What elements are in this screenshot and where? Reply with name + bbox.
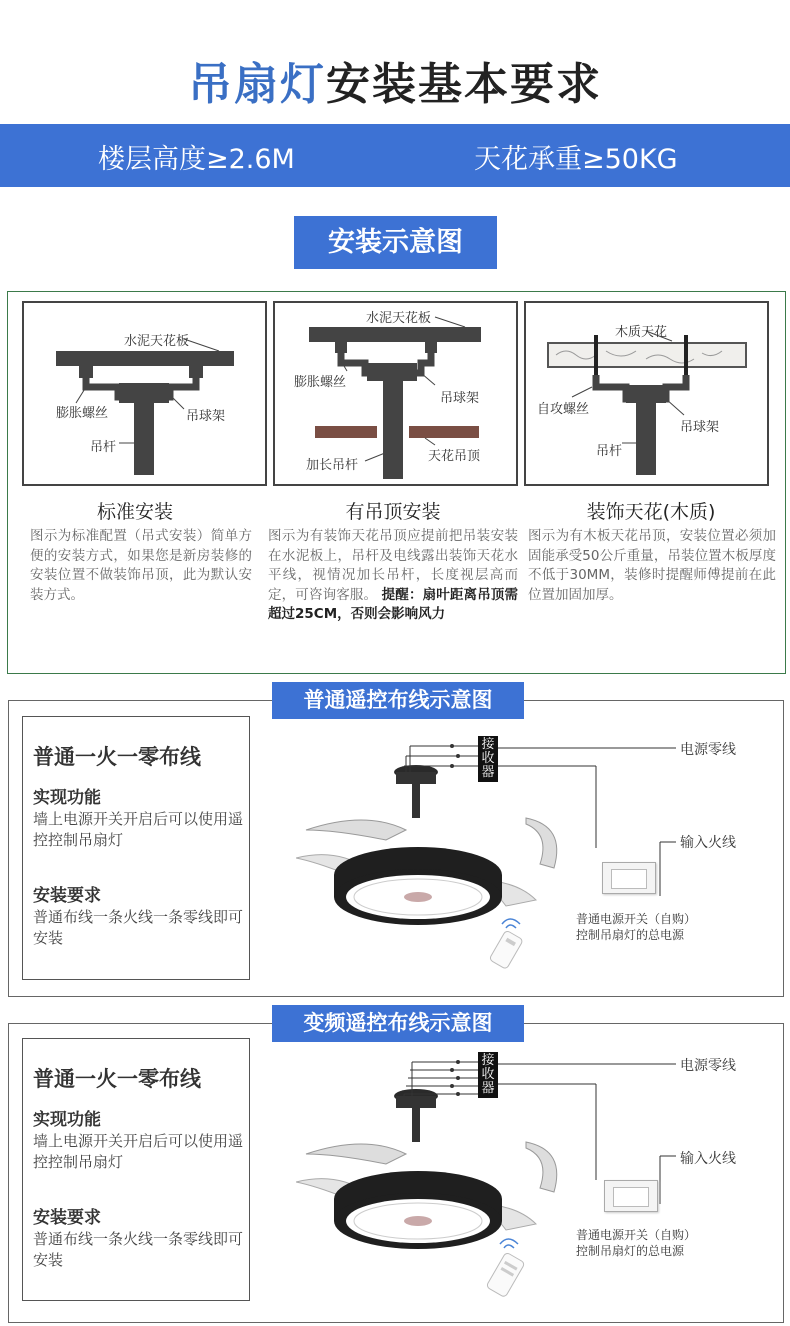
floor-height-requirement: 楼层高度≥2.6M	[98, 144, 295, 175]
standard-install-description: 图示为标准配置（吊式安装）简单方便的安装方式，如果您是新房装修的安装位置不做装饰吊顶，此为默认安装方式。	[30, 528, 252, 603]
label-self-tapping-screw: 自攻螺丝	[537, 402, 590, 417]
false-ceiling-install-text: 图示为有装饰天花吊顶应提前把吊装安装在水泥板上，吊杆及电线露出装饰天花水平线，视情况加长吊杆，长度视层高而定，可咨询客服。	[268, 528, 518, 603]
label-bracket-2: 吊球架	[440, 391, 480, 406]
label-bracket-3: 吊球架	[680, 420, 720, 435]
switch-desc-line2-2: 控制吊扇灯的总电源	[576, 1244, 685, 1258]
normal-wiring-title: 普通遥控布线示意图	[272, 682, 524, 719]
standard-install-title: 标准安装	[96, 501, 173, 523]
false-ceiling-install-description	[268, 527, 518, 625]
inverter-wiring-info-box	[22, 1038, 250, 1301]
standard-install-diagram	[22, 301, 267, 486]
normal-wiring-req-text: 普通布线一条火线一条零线即可安装	[33, 908, 244, 947]
normal-wiring-info-title: 普通一火一零布线	[33, 745, 201, 769]
wall-switch-1	[602, 862, 656, 894]
wood-ceiling-install-description: 图示为有木板天花吊顶，安装位置必须加固能承受50公斤重量，吊装位置木板厚度不低于30MM，装修时提醒师傅提前在此位置加固加厚。	[528, 528, 776, 603]
page-title-accent: 吊扇灯	[188, 59, 326, 110]
label-expansion-bolt-1: 膨胀螺丝	[56, 406, 109, 421]
receiver-box-2	[478, 1052, 498, 1098]
inverter-wiring-req-text: 普通布线一条火线一条零线即可安装	[33, 1230, 244, 1269]
normal-wiring-req-title: 安装要求	[33, 886, 101, 906]
ceiling-load-requirement: 天花承重≥50KG	[474, 144, 678, 175]
switch-desc-line2-1: 控制吊扇灯的总电源	[576, 928, 685, 942]
label-cement-ceiling-2: 水泥天花板	[366, 311, 432, 326]
normal-wiring-info-box	[22, 716, 250, 980]
install-section-title: 安装示意图	[294, 216, 497, 269]
inverter-wiring-feature-title: 实现功能	[33, 1110, 101, 1130]
neutral-wire-label-1: 电源零线	[680, 742, 736, 758]
label-extended-rod: 加长吊杆	[306, 458, 359, 473]
label-bracket-1: 吊球架	[186, 409, 226, 424]
wood-ceiling-install-title: 装饰天花(木质)	[586, 501, 716, 523]
label-rod-3: 吊杆	[596, 444, 623, 459]
label-rod-1: 吊杆	[90, 440, 117, 455]
switch-desc-line1-1: 普通电源开关（自购）	[576, 912, 697, 926]
live-wire-label-2: 输入火线	[680, 1151, 736, 1167]
label-cement-ceiling-1: 水泥天花板	[124, 334, 190, 349]
inverter-wiring-feature-text: 墙上电源开关开启后可以使用遥控控制吊扇灯	[33, 1132, 244, 1171]
live-wire-label-1: 输入火线	[680, 835, 736, 851]
normal-wiring-feature-text: 墙上电源开关开启后可以使用遥控控制吊扇灯	[33, 810, 244, 849]
switch-desc-line1-2: 普通电源开关（自购）	[576, 1228, 697, 1242]
page-title-rest: 安装基本要求	[326, 59, 602, 110]
normal-wiring-feature-title: 实现功能	[33, 788, 101, 808]
requirements-banner	[0, 124, 790, 187]
wall-switch-2	[604, 1180, 658, 1212]
inverter-wiring-info-title: 普通一火一零布线	[33, 1067, 201, 1091]
label-false-ceiling: 天花吊顶	[428, 449, 481, 464]
label-expansion-bolt-2: 膨胀螺丝	[294, 375, 347, 390]
inverter-wiring-title: 变频遥控布线示意图	[272, 1005, 524, 1042]
receiver-label-2: 接收器	[481, 1053, 495, 1096]
false-ceiling-install-title: 有吊顶安装	[345, 501, 441, 523]
page-title	[0, 48, 790, 112]
inverter-wiring-req-title: 安装要求	[33, 1208, 101, 1228]
neutral-wire-label-2: 电源零线	[680, 1058, 736, 1074]
receiver-box-1	[478, 736, 498, 782]
label-wood-ceiling: 木质天花	[615, 325, 668, 340]
receiver-label-1: 接收器	[481, 737, 495, 780]
false-ceiling-install-note: 提醒：扇叶距离吊顶需超过25CM，否则会影响风力	[268, 586, 519, 622]
